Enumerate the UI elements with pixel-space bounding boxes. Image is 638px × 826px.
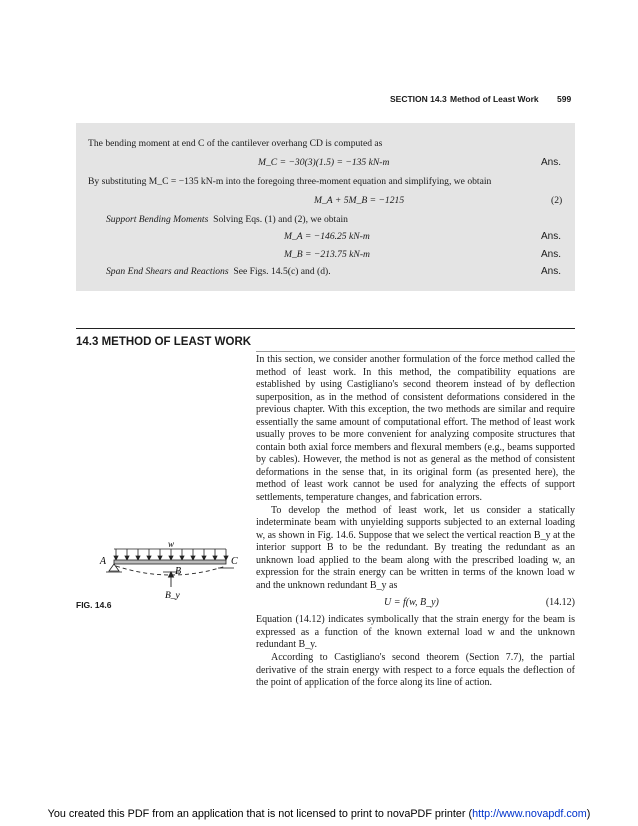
figure-label: FIG. 14.6 — [76, 600, 112, 610]
section-rule-bottom — [256, 351, 575, 352]
footer-notice — [0, 808, 638, 820]
header-page-number: 599 — [557, 94, 572, 104]
footer-close: ) — [586, 808, 591, 820]
load-arrowhead — [158, 556, 162, 560]
load-arrowhead — [224, 556, 228, 560]
beam-figure — [76, 540, 246, 600]
support-text: Solving Eqs. (1) and (2), we obtain — [213, 214, 348, 225]
box-equation-1: M_C = −30(3)(1.5) = −135 kN-m — [258, 157, 390, 168]
footer-text: You created this PDF from an application that is not licensed to print to novaPDF printer ( — [47, 808, 473, 820]
load-arrowhead — [136, 556, 140, 560]
paragraph-4: According to Castigliano's second theorem (Section 7.7), the partial derivative of the strain energy with respect to a force equals the deflection of the point of application of the force along its line of action. — [256, 652, 575, 689]
load-arrowhead — [180, 556, 184, 560]
box-equation-3: M_A = −146.25 kN-m — [284, 231, 370, 242]
paragraph-1: In this section, we consider another formulation of the force method called the method of least work. In this method, the compatibility equations are established by using Castigliano's second theorem instead of by deflection superposition, as in the method of consistent deformations considered in the previous chapter. With this exception, the two methods are similar and require essentially the same amount of computational effort. The method of least work usually proves to be more convenient for analyzing composite structures that contain both axial force members and flexural members (e.g., beams supported by cables). However, the method is not as general as the method of consistent deformations in the sense that, in its original form (as presented here), the method of least work cannot be used for analyzing the effects of support settlements, temperature changes, and fabrication errors. — [256, 354, 575, 504]
footer-link[interactable]: http://www.novapdf.com — [472, 808, 587, 820]
body-text — [256, 354, 575, 690]
load-label: w — [167, 540, 175, 549]
box-eq3-answer: Ans. — [541, 231, 562, 242]
support-moments-line — [106, 214, 348, 225]
paragraph-2: To develop the method of least work, let us consider a statically indeterminate beam with unyielding supports subjected to an external loading w, as shown in Fig. 14.6. Suppose that we select the vertical reaction B_y at the interior support B to be the redundant. By treating the redundant as an unknown load applied to the beam along with the prescribed loading w, an expression for the strain energy can be written in terms of the known load w and the unknown redundant B_y as — [256, 504, 575, 591]
support-a — [106, 564, 122, 572]
header-title: Method of Least Work — [450, 94, 539, 104]
box-line-2: By substituting M_C = −135 kN-m into the foregoing three-moment equation and simplifying, we obtain — [88, 176, 492, 187]
box-equation-2: M_A + 5M_B = −1215 — [314, 195, 405, 206]
point-a-label: A — [99, 556, 106, 567]
load-arrowhead — [147, 556, 151, 560]
span-shears-line — [106, 266, 331, 277]
section-title: 14.3 METHOD OF LEAST WORK — [76, 336, 252, 348]
box-line-1: The bending moment at end C of the cantilever overhang CD is computed as — [88, 138, 383, 149]
box-equation-4: M_B = −213.75 kN-m — [284, 249, 370, 260]
box-eq1-answer: Ans. — [541, 157, 562, 168]
span-text: See Figs. 14.5(c) and (d). — [233, 266, 331, 277]
reaction-arrow — [169, 572, 174, 587]
point-b-label: B — [175, 566, 182, 577]
span-heading: Span End Shears and Reactions — [106, 266, 229, 277]
load-arrowhead — [213, 556, 217, 560]
paragraph-3: Equation (14.12) indicates symbolically that the strain energy for the beam is expressed as a function of the known external load w and the unknown redundant B_y. — [256, 614, 575, 651]
load-arrowhead — [202, 556, 206, 560]
beam — [114, 560, 226, 564]
equation-number: (14.12) — [545, 597, 575, 609]
load-arrows — [114, 549, 228, 560]
reaction-label: B_y — [165, 591, 180, 600]
load-arrowhead — [114, 556, 118, 560]
box-span-answer: Ans. — [541, 266, 562, 277]
load-arrowhead — [169, 556, 173, 560]
box-eq2-number: (2) — [551, 195, 563, 206]
equation-14-12 — [256, 592, 575, 614]
load-arrowhead — [125, 556, 129, 560]
equation-formula: U = f(w, B_y) — [384, 597, 439, 609]
load-arrowhead — [191, 556, 195, 560]
example-box — [76, 123, 575, 291]
box-eq4-answer: Ans. — [541, 249, 562, 260]
running-header — [0, 94, 638, 108]
header-section: SECTION 14.3 — [390, 94, 447, 104]
support-heading: Support Bending Moments — [106, 214, 209, 225]
section-rule-top — [76, 328, 575, 329]
point-c-label: C — [231, 556, 238, 567]
